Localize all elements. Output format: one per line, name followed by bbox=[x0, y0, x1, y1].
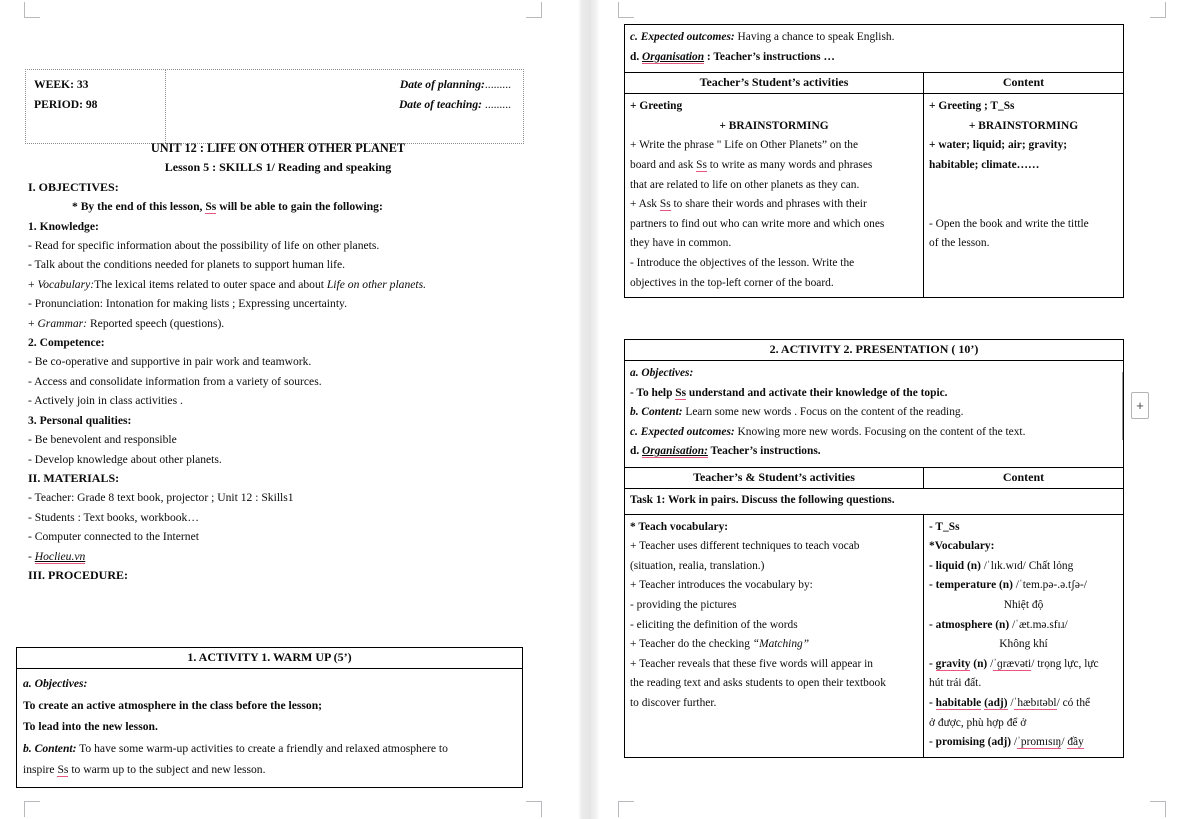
bold-run: - bbox=[929, 696, 936, 709]
spell-underline: (adj) bbox=[984, 696, 1008, 709]
knowledge-heading: 1. Knowledge: bbox=[28, 219, 99, 233]
vocabulary-text-italic: Life on other planets. bbox=[326, 277, 427, 291]
crop-mark-top-right bbox=[1150, 2, 1166, 18]
warm-up-body bbox=[17, 669, 522, 787]
cell-line: habitable; climate…… bbox=[929, 158, 1040, 171]
cell-line: they have in common. bbox=[630, 237, 732, 250]
presentation-expected-line bbox=[630, 423, 1118, 443]
crop-mark-bottom-left bbox=[618, 801, 634, 817]
presentation-organisation-text: Teacher’s instructions. bbox=[707, 445, 821, 458]
cell-line bbox=[929, 176, 1118, 196]
cell-line: Nhiệt độ bbox=[1003, 598, 1044, 611]
ss-token: Ss bbox=[675, 386, 687, 399]
expected-outcomes-line bbox=[630, 28, 1118, 48]
ss-token: Ss bbox=[696, 158, 707, 171]
warm-up-title: 1. ACTIVITY 1. WARM UP (5’) bbox=[17, 648, 522, 669]
procedure-heading: III. PROCEDURE: bbox=[28, 567, 129, 582]
page-right bbox=[600, 0, 1184, 819]
competence-item-0: - Be co-operative and supportive in pair work and teamwork. bbox=[28, 355, 312, 369]
presentation-objectives-label: a. Objectives: bbox=[630, 367, 694, 379]
warm-up-table bbox=[16, 647, 523, 788]
header-left-cell bbox=[26, 70, 166, 143]
cell-line: + Write the phrase " Life on Other Planets” on the bbox=[630, 139, 859, 152]
cell-line: + Teacher do the checking “Matching” bbox=[630, 638, 810, 651]
crop-mark-top-left bbox=[618, 2, 634, 18]
date-of-teaching-row bbox=[166, 95, 511, 115]
cell-line: of the lesson. bbox=[929, 237, 990, 250]
cell-line: + Greeting bbox=[630, 100, 683, 113]
crop-mark-top-left bbox=[24, 2, 40, 18]
cell-line: - liquid (n) /ˈlɪk.wɪd/ Chất lỏng bbox=[929, 559, 1074, 572]
warm-up-content-row bbox=[625, 94, 1123, 297]
warm-up-objectives-line-0: To create an active atmosphere in the class before the lesson; bbox=[23, 698, 323, 712]
period-label: PERIOD: 98 bbox=[34, 98, 98, 111]
objectives-heading: I. OBJECTIVES: bbox=[28, 179, 119, 194]
date-of-teaching-dots: ......... bbox=[482, 98, 511, 111]
objectives-intro-post: will be able to gain the following: bbox=[216, 200, 383, 214]
header-right-cell bbox=[166, 70, 523, 143]
vocabulary-marker: + bbox=[28, 277, 38, 291]
objectives-intro-pre: * By the end of this lesson, bbox=[72, 200, 206, 214]
warm-up-activities-cell bbox=[625, 94, 924, 297]
competence-item-2: - Actively join in class activities . bbox=[28, 394, 183, 408]
date-of-planning-row bbox=[166, 75, 511, 95]
presentation-activities-cell bbox=[625, 515, 924, 757]
grammar-text: Reported speech (questions). bbox=[87, 316, 225, 330]
spell-underline: ˈpromɪsɪŋ bbox=[1017, 736, 1062, 749]
vocabulary-line bbox=[28, 275, 528, 294]
cell-line: that are related to life on other planets as they can. bbox=[630, 178, 860, 191]
cell-line: partners to find out who can write more and which ones bbox=[630, 217, 885, 230]
cell-line: *Vocabulary: bbox=[929, 540, 995, 553]
warm-up-content-pre: inspire bbox=[23, 763, 58, 776]
vocabulary-label: Vocabulary: bbox=[37, 277, 95, 291]
warm-up-content-line-1 bbox=[23, 738, 516, 760]
presentation-content-text: Learn some new words . Focus on the content of the reading. bbox=[682, 406, 964, 419]
cell-line: - T_Ss bbox=[929, 520, 960, 533]
presentation-task-row: Task 1: Work in pairs. Discuss the following questions. bbox=[625, 489, 1123, 515]
presentation-content-label: b. Content: bbox=[630, 406, 683, 419]
competence-item-1: - Access and consolidate information from a variety of sources. bbox=[28, 374, 322, 388]
presentation-column-headers bbox=[625, 468, 1123, 489]
presentation-expected-text: Knowing more new words. Focusing on the content of the text. bbox=[734, 425, 1026, 438]
materials-item-1: - Students : Text books, workbook… bbox=[28, 510, 199, 524]
cell-line: - Open the book and write the tittle bbox=[929, 217, 1089, 230]
left-page-body bbox=[28, 139, 528, 585]
presentation-meta-block bbox=[625, 361, 1123, 468]
cell-line: - gravity (n) /ˈɡrævəti/ trọng lực, lực bbox=[929, 657, 1099, 670]
header-info-table bbox=[25, 69, 524, 144]
presentation-content-row bbox=[625, 515, 1123, 757]
bold-run: - promising (adj) bbox=[929, 736, 1012, 749]
cell-line: ở được, phù hợp để ở bbox=[929, 716, 1027, 729]
presentation-objectives-post: understand and activate their knowledge of the topic. bbox=[686, 386, 948, 399]
hoclieu-link[interactable]: Hoclieu.vn bbox=[34, 549, 86, 563]
date-of-planning-label: Date of planning: bbox=[399, 78, 485, 91]
grammar-line bbox=[28, 314, 528, 333]
pronunciation-line: - Pronunciation: Intonation for making lists ; Expressing uncertainty. bbox=[28, 297, 347, 311]
presentation-table bbox=[624, 339, 1124, 758]
bold-run: (n) bbox=[970, 657, 988, 670]
warm-up-outcomes-block bbox=[625, 25, 1123, 73]
cell-line: + Greeting ; T_Ss bbox=[929, 100, 1015, 113]
personal-item-1: - Develop knowledge about other planets. bbox=[28, 452, 222, 466]
crop-mark-top-right bbox=[526, 2, 542, 18]
materials-heading: II. MATERIALS: bbox=[28, 470, 120, 485]
cell-line: Không khí bbox=[999, 638, 1048, 651]
cell-line: - habitable (adj) /ˈhæbɪtəbl/ có thể bbox=[929, 696, 1091, 709]
grammar-marker: + bbox=[28, 316, 38, 330]
presentation-title: 2. ACTIVITY 2. PRESENTATION ( 10’) bbox=[625, 340, 1123, 361]
cell-line: - eliciting the definition of the words bbox=[630, 618, 798, 631]
cell-line: - promising (adj) /ˈpromɪsɪŋ/ đầy bbox=[929, 736, 1084, 749]
crop-mark-bottom-left bbox=[24, 801, 40, 817]
cell-line: hút trái đất. bbox=[929, 677, 982, 690]
ss-token: Ss bbox=[205, 200, 217, 214]
cell-line: + BRAINSTORMING bbox=[719, 119, 829, 132]
presentation-content-cell bbox=[924, 515, 1123, 757]
organisation-line bbox=[630, 48, 1118, 68]
spell-underline: habitable bbox=[935, 696, 982, 709]
bold-run: - liquid (n) bbox=[929, 559, 981, 572]
warm-up-content-post: to warm up to the subject and new lesson. bbox=[68, 763, 266, 776]
ss-token: Ss bbox=[659, 198, 671, 211]
materials-link-prefix: - bbox=[28, 549, 35, 563]
cell-line: - Introduce the objectives of the lesson. Write the bbox=[630, 256, 855, 269]
col-head-content: Content bbox=[1002, 469, 1045, 484]
expected-outcomes-label: c. Expected outcomes: bbox=[630, 31, 735, 43]
warm-up-content-cell bbox=[924, 94, 1123, 297]
cell-line: (situation, realia, translation.) bbox=[630, 559, 765, 572]
knowledge-item-0: - Read for specific information about the possibility of life on other planets. bbox=[28, 239, 380, 253]
date-of-teaching-label: Date of teaching: bbox=[398, 98, 483, 111]
cell-line: + Teacher uses different techniques to teach vocab bbox=[630, 540, 860, 553]
organisation-text: : Teacher’s instructions … bbox=[704, 50, 835, 63]
knowledge-item-1: - Talk about the conditions needed for planets to support human life. bbox=[28, 258, 346, 272]
warm-up-continued-table bbox=[624, 24, 1124, 298]
vocabulary-text: The lexical items related to outer space and about bbox=[94, 277, 327, 291]
presentation-objectives-line bbox=[630, 384, 1118, 404]
crop-mark-bottom-right bbox=[526, 801, 542, 817]
col-head-content: Content bbox=[1002, 75, 1045, 90]
warm-up-column-headers bbox=[625, 73, 1123, 94]
materials-item-0: - Teacher: Grade 8 text book, projector ; Unit 12 : Skills1 bbox=[28, 491, 294, 505]
organisation-prefix: d. bbox=[630, 50, 643, 63]
personal-qualities-heading: 3. Personal qualities: bbox=[28, 413, 132, 427]
cell-line bbox=[929, 195, 1118, 215]
warm-up-content-text-1: To have some warm-up activities to create a friendly and relaxed atmosphere to bbox=[76, 741, 448, 755]
materials-item-2: - Computer connected to the Internet bbox=[28, 530, 199, 544]
page-control-rail bbox=[1122, 372, 1123, 440]
personal-item-0: - Be benevolent and responsible bbox=[28, 433, 177, 447]
presentation-organisation-prefix: d. bbox=[630, 445, 643, 458]
warm-up-objectives-label: a. Objectives: bbox=[23, 677, 88, 690]
cell-line: - providing the pictures bbox=[630, 598, 737, 611]
col-head-activities: Teacher’s & Student’s activities bbox=[625, 468, 924, 488]
unit-title: UNIT 12 : LIFE ON OTHER OTHER PLANET bbox=[150, 141, 406, 155]
page-left bbox=[0, 0, 578, 819]
page-gap-divider bbox=[578, 0, 600, 819]
cell-line: + Teacher introduces the vocabulary by: bbox=[630, 579, 813, 592]
crop-mark-bottom-right bbox=[1150, 801, 1166, 817]
cell-line: - atmosphere (n) /ˈæt.mə.sfɪɹ/ bbox=[929, 618, 1068, 631]
expected-outcomes-text: Having a chance to speak English. bbox=[734, 31, 895, 43]
cell-line: + water; liquid; air; gravity; bbox=[929, 139, 1068, 152]
presentation-organisation-label: Organisation: bbox=[642, 445, 708, 458]
presentation-organisation-line bbox=[630, 442, 1118, 462]
spell-underline: gravity bbox=[935, 657, 971, 670]
organisation-label: Organisation bbox=[642, 50, 705, 63]
cell-line: the reading text and asks students to open their textbook bbox=[630, 677, 886, 690]
bold-run: - atmosphere (n) bbox=[929, 618, 1010, 631]
week-label: WEEK: 33 bbox=[34, 78, 89, 91]
spell-underline: đầy bbox=[1067, 736, 1084, 749]
cell-line: + BRAINSTORMING bbox=[968, 119, 1079, 132]
presentation-content-line bbox=[630, 403, 1118, 423]
italic-run: “Matching” bbox=[752, 638, 810, 651]
presentation-expected-label: c. Expected outcomes: bbox=[630, 425, 735, 438]
grammar-label: Grammar: bbox=[37, 316, 88, 330]
lesson-title: Lesson 5 : SKILLS 1/ Reading and speaking bbox=[164, 160, 392, 175]
materials-link-line bbox=[28, 547, 528, 566]
warm-up-content-line-2 bbox=[23, 759, 516, 781]
date-of-planning-dots: ......... bbox=[484, 78, 511, 91]
spell-underline: ˈhæbɪtəbl bbox=[1013, 696, 1057, 709]
ss-token: Ss bbox=[57, 763, 69, 776]
col-head-activities: Teacher’s Student’s activities bbox=[625, 73, 924, 93]
cell-line: * Teach vocabulary: bbox=[630, 520, 729, 533]
competence-heading: 2. Competence: bbox=[28, 336, 105, 350]
warm-up-content-label: b. Content: bbox=[23, 741, 77, 755]
cell-line: objectives in the top-left corner of the board. bbox=[630, 276, 834, 289]
cell-line: - temperature (n) /ˈtem.pə-.ə.tʃə-/ bbox=[929, 579, 1087, 592]
cell-line: to discover further. bbox=[630, 696, 717, 709]
cell-line: + Teacher reveals that these five words will appear in bbox=[630, 657, 873, 670]
spell-underline: ˈɡrævəti bbox=[993, 657, 1032, 670]
objectives-intro bbox=[28, 197, 528, 216]
warm-up-objectives-line-1: To lead into the new lesson. bbox=[23, 720, 158, 733]
bold-run: - bbox=[929, 657, 936, 670]
presentation-objectives-pre: - To help bbox=[630, 386, 676, 399]
cell-line: board and ask Ss to write as many words and phrases bbox=[630, 158, 873, 171]
insert-page-button[interactable]: + bbox=[1131, 392, 1149, 419]
cell-line: + Ask Ss to share their words and phrases with their bbox=[630, 198, 867, 211]
bold-run: - temperature (n) bbox=[929, 579, 1013, 592]
